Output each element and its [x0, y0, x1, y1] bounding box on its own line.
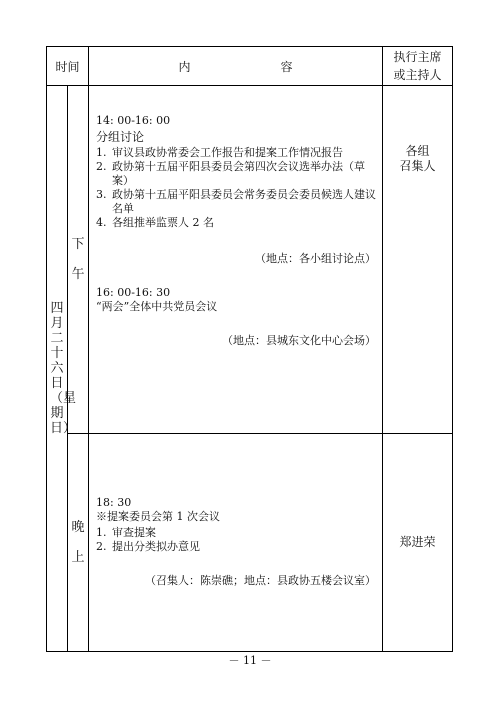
header-host-line-2: 或主持人 — [393, 68, 442, 82]
afternoon-period: 下午 — [71, 236, 85, 282]
list-item: 1. 审查提案 — [96, 526, 157, 539]
schedule-table — [46, 46, 453, 652]
header-content-char-1: 内 — [178, 59, 191, 74]
session1-time: 14: 00-16: 00 — [96, 114, 171, 127]
page-number: － 11 － — [228, 654, 272, 667]
evening-agenda-list — [96, 526, 376, 554]
afternoon-host — [383, 86, 453, 434]
date-text: 四月二十六日（星期日） — [50, 301, 77, 436]
evening-time: 18: 30 — [96, 496, 132, 509]
evening-row — [47, 434, 453, 652]
list-item: 4. 各组推举监票人 2 名 — [96, 216, 215, 229]
list-item: 3. 政协第十五届平阳县委员会常务委员会委员候选人建议名单 — [96, 188, 377, 215]
afternoon-row — [47, 86, 453, 434]
header-row — [47, 47, 453, 86]
header-host-line-1: 执行主席 — [393, 50, 442, 64]
date-cell — [47, 86, 77, 652]
session1-agenda-list — [96, 146, 376, 230]
afternoon-period-cell — [68, 86, 89, 434]
list-item: 2. 政协第十五届平阳县委员会第四次会议选举办法（草案） — [96, 160, 366, 187]
evening-title: ※提案委员会第 1 次会议 — [96, 510, 221, 523]
evening-host: 郑进荣 — [383, 434, 453, 652]
evening-content — [89, 434, 383, 652]
afternoon-host-line-1: 各组 — [405, 144, 430, 158]
header-host — [383, 47, 453, 86]
session1-title: 分组讨论 — [96, 130, 145, 144]
session1-place: （地点：各小组讨论点） — [255, 252, 377, 265]
session2-place: （地点：县城东文化中心会场） — [222, 334, 377, 347]
session2-time: 16: 00-16: 30 — [96, 286, 171, 299]
list-item: 1. 审议县政协常委会工作报告和提案工作情况报告 — [96, 146, 344, 159]
list-item: 2. 提出分类拟办意见 — [96, 540, 201, 553]
header-content-char-2: 容 — [280, 59, 293, 74]
session2-title: “两会”全体中共党员会议 — [96, 300, 218, 313]
evening-period: 晚上 — [71, 519, 85, 565]
header-time: 时间 — [47, 47, 89, 86]
evening-period-cell — [68, 434, 89, 652]
afternoon-host-line-2: 召集人 — [399, 159, 436, 173]
evening-place: （召集人：陈崇礁；地点：县政协五楼会议室） — [145, 574, 377, 587]
afternoon-content — [89, 86, 383, 434]
header-content — [89, 47, 383, 86]
